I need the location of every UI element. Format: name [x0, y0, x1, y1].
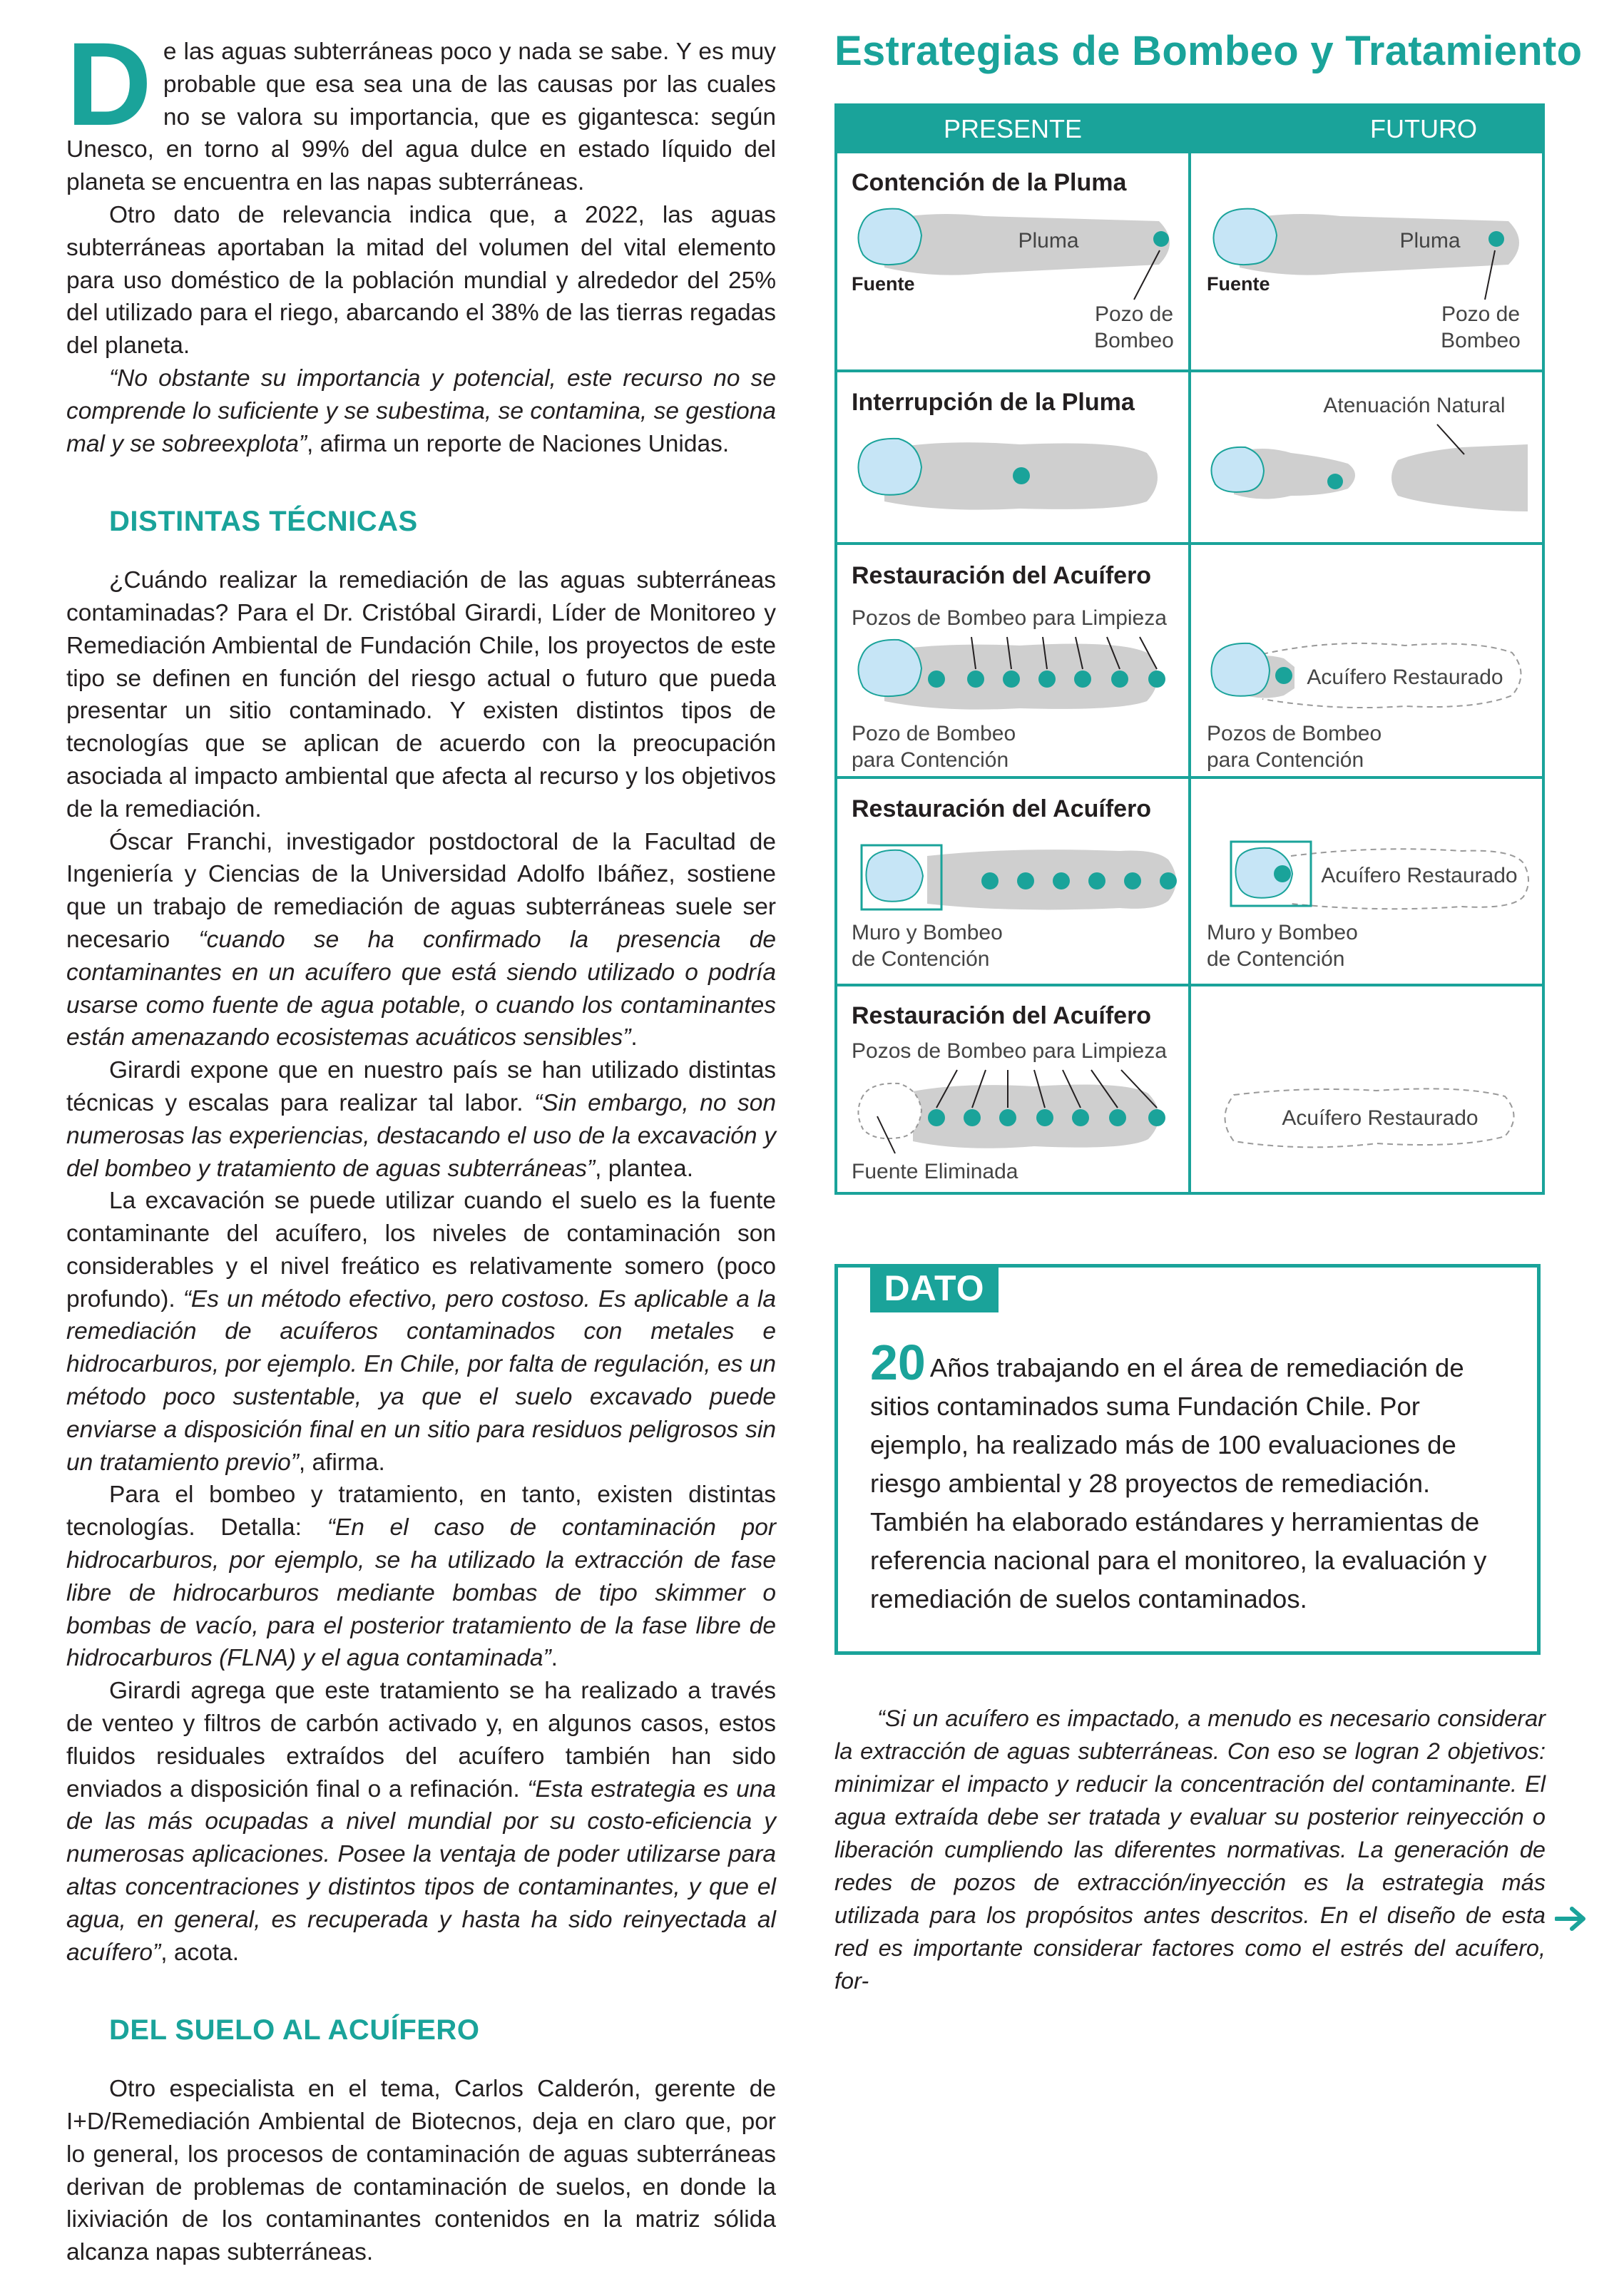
s1-p6-end: , acota. — [160, 1939, 240, 1966]
s1-p2-text: Óscar Franchi, investigador postdoctoral de la Facultad de Ingeniería y Ciencias de la Universidad Adolfo Ibáñez, sostiene que un trabajo de remediación de aguas subterráneas suele ser necesario — [66, 828, 776, 953]
row5-present-pozos-limpieza: Pozos de Bombeo para Limpieza — [852, 1039, 1167, 1063]
s1-p2-end: . — [630, 1024, 638, 1051]
right-quote-text: “Si un acuífero es impactado, a menudo es necesario considerar la extracción de aguas subterráneas. Con eso se logran 2 objetivos: minimizar el impacto y reducir la concentración del contaminante. El agua extraída debe ser tratada y evaluar su posterior reinyección o liberación cumpliendo las diferentes normativas. La generación de redes de pozos de extracción/inyección es la estrategia más utilizada para los propósitos antes descritos. En el diseño de esta red es importante considerar factores como el estrés del acuífero, for- — [834, 1705, 1546, 1994]
excavacion-quote: “Es un método efectivo, pero costoso. Es aplicable a la remediación de acuíferos contaminados con metales e hidrocarburos, por ejemplo. En Chile, por falta de regulación, es un método poco sustentable, ya que el suelo excavado puede enviarse a disposición final en un sitio para residuos peligrosos sin un tratamiento previo” — [66, 1285, 776, 1476]
dato-box — [834, 1264, 1541, 1655]
section-title-distintas-tecnicas: DISTINTAS TÉCNICAS — [109, 506, 418, 538]
row2-future-plume — [1211, 424, 1528, 511]
row1-future-fuente: Fuente — [1207, 273, 1270, 295]
un-quote: “No obstante su importancia y potencial, este recurso no se comprende lo suficiente y se subestima, se contamina, se gestiona mal y se sobreexplota” — [66, 364, 776, 457]
s1-paragraph-3 — [66, 1054, 776, 1185]
s1-paragraph-2 — [66, 826, 776, 1055]
figure-title: Estrategias de Bombeo y Tratamiento — [834, 28, 1583, 74]
row4-future-acuifero: Acuífero Restaurado — [1321, 864, 1518, 887]
dato-body: Años trabajando en el área de remediación de sitios contaminados suma Fundación Chile. Por ejemplo, ha realizado más de 100 evaluaciones de riesgo ambiental y 28 proyectos de remediación. También ha elaborado estándares y herramientas de referencia nacional para el monitoreo, la evaluación y remediación de suelos contaminados. — [870, 1353, 1487, 1613]
s1-paragraph-4 — [66, 1185, 776, 1479]
dato-number: 20 — [870, 1335, 926, 1390]
girardi-quote-1: “Sin embargo, no son numerosas las experiencias, destacando el uso de la excavación y del bombeo y tratamiento de aguas subterráneas” — [66, 1089, 777, 1182]
s1-paragraph-1: ¿Cuándo realizar la remediación de las aguas subterráneas contaminadas? Para el Dr. Cristóbal Girardi, Líder de Monitoreo y Remediación Ambiental de Fundación Chile, los proyectos de este tipo se definen en función del riesgo actual o futuro que pueda presentar un sitio contaminado. Y existen distintos tipos de tecnologías que se aplican de acuerdo con la preocupación asociada al impacto ambiental que afecta al recurso y los objetivos de la remediación. — [66, 567, 776, 822]
franchi-quote: “cuando se ha confirmado la presencia de contaminantes en un acuífero que está siendo utilizado o podría usarse como fuente de agua potable, o cuando los contaminantes están amenazando ecosistemas acuáticos sensibles” — [66, 926, 777, 1051]
estrategia-quote: “Esta estrategia es una de las más ocupadas a nivel mundial por su costo-eficiencia y numerosas aplicaciones. Posee la ventaja de poder utilizarse para altas concentraciones y distintos tipos de contaminantes, y que el agua, en general, es recuperada y hasta ha sido reinyectada al acuífero” — [66, 1775, 776, 1966]
s1-p4-end: , afirma. — [298, 1449, 385, 1476]
s1-p3-text: Girardi expone que en nuestro país se han utilizado distintas técnicas y escalas para realizar tal labor. — [66, 1057, 776, 1116]
hidrocarburos-quote: “En el caso de contaminación por hidrocarburos, por ejemplo, se ha utilizado la extracción de fase libre de hidrocarburos mediante bombas de tipo skimmer o bombas de vacío, para el posterior tratamiento de la fase libre de hidrocarburos (FLNA) y el agua contaminada” — [66, 1514, 777, 1672]
row3-present-pozos-limpieza: Pozos de Bombeo para Limpieza — [852, 606, 1167, 630]
section-title-del-suelo: DEL SUELO AL ACUÍFERO — [109, 2014, 480, 2046]
row1-present-pozo-1: Pozo de — [1094, 302, 1174, 326]
s1-p3-end: , plantea. — [595, 1155, 693, 1182]
row1-present-pluma: Pluma — [1018, 229, 1079, 253]
pump-and-treat-diagram — [834, 103, 1545, 1195]
row1-title: Contención de la Pluma — [852, 169, 1127, 196]
row4-future-muro-2: de Contención — [1207, 947, 1345, 971]
intro-paragraph-3 — [66, 362, 776, 460]
row4-present-muro-2: de Contención — [852, 947, 990, 971]
right-quote — [834, 1702, 1546, 1997]
header-futuro: FUTURO — [1370, 114, 1477, 143]
s2-paragraph-1: Otro especialista en el tema, Carlos Calderón, gerente de I+D/Remediación Ambiental de Biotecnos, deja en claro que, por lo general, los procesos de contaminación de aguas subterráneas derivan de problemas de contaminación de suelos, en donde la lixiviación de los contaminantes contenidos en la matriz sólida alcanza napas subterráneas. — [66, 2076, 776, 2266]
row2-atenuacion: Atenuación Natural — [1323, 394, 1506, 417]
arrow-right-icon[interactable] — [1555, 1906, 1586, 1932]
row2-title: Interrupción de la Pluma — [852, 389, 1135, 416]
row3-present-contencion-2: para Contención — [852, 748, 1009, 772]
row3-present-plume — [858, 637, 1165, 710]
s1-paragraph-6 — [66, 1675, 776, 1969]
row3-future-contencion-2: para Contención — [1207, 748, 1364, 772]
row3-title: Restauración del Acuífero — [852, 562, 1152, 589]
row1-future-pluma: Pluma — [1399, 229, 1461, 253]
s1-p4-text: La excavación se puede utilizar cuando el suelo es la fuente contaminante del acuífero, los niveles de contaminación son considerables y el nivel freático es relativamente somero (poco profundo). — [66, 1188, 776, 1312]
intro-text-1: e las aguas subterráneas poco y nada se sabe. Y es muy probable que esa sea una de las causas por las cuales no se valora su importancia, que es gigantesca: según Unesco, en torno al 99% del agua dulce en estado líquido del planeta se encuentra en las napas subterráneas. — [66, 39, 776, 196]
dato-tag: DATO — [870, 1264, 999, 1312]
row5-present-plume — [858, 1070, 1165, 1153]
row4-present-muro-1: Muro y Bombeo — [852, 921, 1003, 944]
un-quote-attribution: , afirma un reporte de Naciones Unidas. — [307, 430, 730, 457]
s1-p5-text: Para el bombeo y tratamiento, en tanto, existen distintas tecnologías. Detalla: — [66, 1482, 776, 1541]
s1-p5-end: . — [551, 1645, 558, 1672]
s1-p6-text: Girardi agrega que este tratamiento se ha realizado a través de venteo y filtros de carbón activado y, en algunos casos, estos fluidos residuales extraídos del acuífero también han sido enviados a disposición final o a refinación. — [66, 1678, 776, 1803]
intro-paragraph-1 — [66, 19, 776, 199]
row3-present-contencion-1: Pozo de Bombeo — [852, 722, 1016, 745]
header-presente: PRESENTE — [943, 114, 1083, 143]
row1-future-pozo-2: Bombeo — [1441, 329, 1521, 352]
article-body — [66, 19, 777, 2269]
row1-present-pozo-2: Bombeo — [1094, 329, 1174, 352]
dato-text — [870, 1335, 1512, 1618]
row1-present-fuente: Fuente — [852, 273, 915, 295]
row3-future-acuifero: Acuífero Restaurado — [1307, 666, 1503, 689]
row5-future-acuifero: Acuífero Restaurado — [1282, 1106, 1479, 1130]
row5-present-fuente-eliminada: Fuente Eliminada — [852, 1160, 1018, 1183]
intro-paragraph-2: Otro dato de relevancia indica que, a 2022, las aguas subterráneas aportaban la mitad del volumen del vital elemento para uso doméstico de la población mundial y alrededor del 25% del utilizado para el riego, abarcando el 38% de las tierras regadas del planeta. — [66, 201, 776, 360]
row1-future-pozo-1: Pozo de — [1441, 302, 1521, 326]
s1-paragraph-5 — [66, 1479, 776, 1675]
row2-present-plume — [858, 439, 1158, 510]
row4-present-plume — [862, 845, 1177, 909]
row5-title: Restauración del Acuífero — [852, 1002, 1152, 1029]
row3-future-contencion-1: Pozos de Bombeo — [1207, 722, 1382, 745]
row4-future-muro-1: Muro y Bombeo — [1207, 921, 1358, 944]
row4-title: Restauración del Acuífero — [852, 795, 1152, 822]
drop-cap: D — [66, 19, 152, 151]
